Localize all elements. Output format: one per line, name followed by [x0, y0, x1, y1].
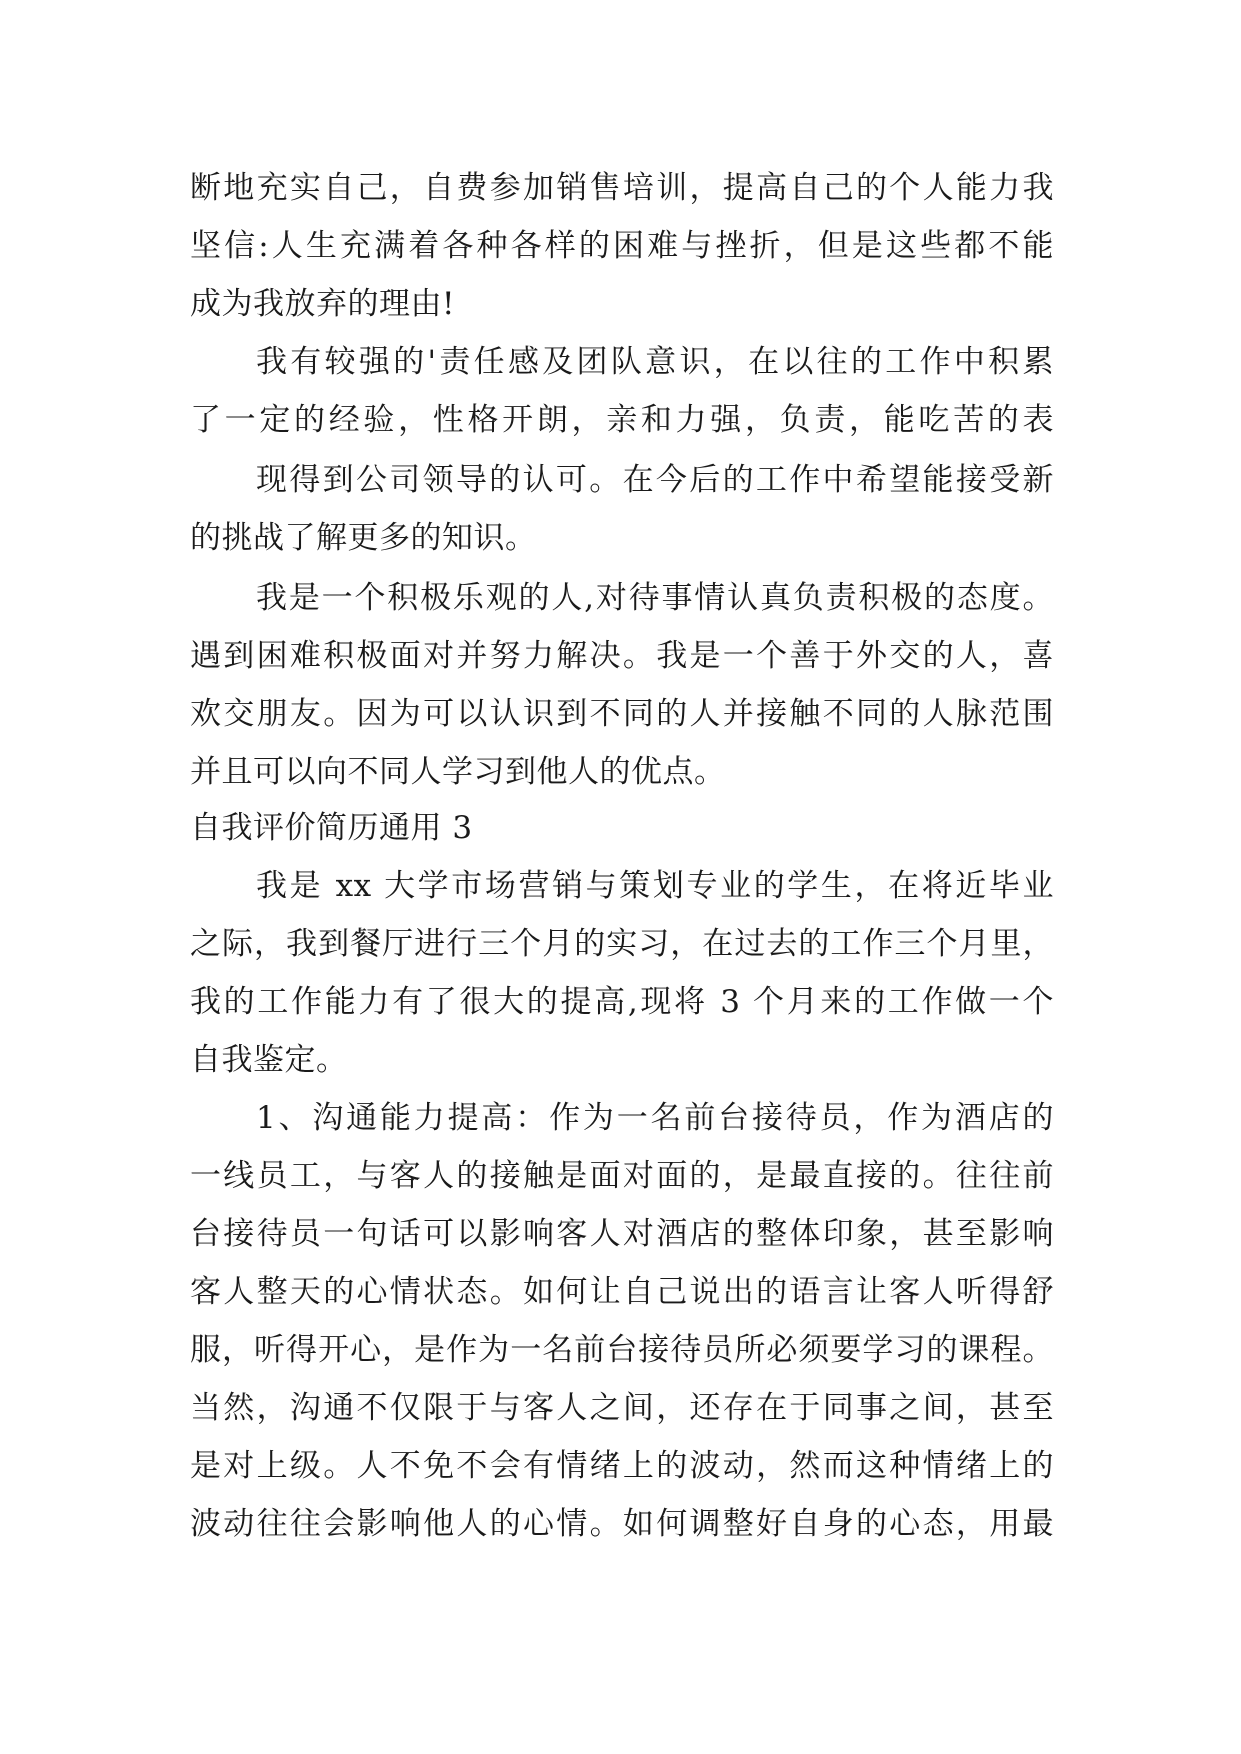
- text-line: 断地充实自己，自费参加销售培训，提高自己的个人能力我: [190, 170, 1054, 206]
- text-line: 台接待员一句话可以影响客人对酒店的整体印象，甚至影响: [190, 1216, 1054, 1252]
- text-line: 是对上级。人不免不会有情绪上的波动，然而这种情绪上的: [190, 1448, 1054, 1484]
- text-line: 遇到困难积极面对并努力解决。我是一个善于外交的人，喜: [190, 638, 1054, 674]
- text-line: 了一定的经验，性格开朗，亲和力强，负责，能吃苦的表: [190, 402, 1054, 438]
- paragraph-first-line: 我是一个积极乐观的人,对待事情认真负责积极的态度。: [256, 580, 1054, 616]
- paragraph-first-line: 1、沟通能力提高：作为一名前台接待员，作为酒店的: [256, 1100, 1054, 1136]
- text-line: 当然，沟通不仅限于与客人之间，还存在于同事之间，甚至: [190, 1390, 1054, 1426]
- text-line: 客人整天的心情状态。如何让自己说出的语言让客人听得舒: [190, 1274, 1054, 1310]
- text-line: 坚信:人生充满着各种各样的困难与挫折，但是这些都不能: [190, 228, 1054, 264]
- text-line: 自我鉴定。: [190, 1042, 348, 1078]
- text-line: 成为我放弃的理由!: [190, 286, 455, 322]
- paragraph-first-line: 现得到公司领导的认可。在今后的工作中希望能接受新: [256, 462, 1054, 498]
- text-line: 欢交朋友。因为可以认识到不同的人并接触不同的人脉范围: [190, 696, 1054, 732]
- text-line: 一线员工，与客人的接触是面对面的，是最直接的。往往前: [190, 1158, 1054, 1194]
- section-heading: 自我评价简历通用 3: [190, 810, 473, 846]
- text-line: 并且可以向不同人学习到他人的优点。: [190, 754, 726, 790]
- text-line: 服，听得开心，是作为一名前台接待员所必须要学习的课程。: [190, 1332, 1054, 1368]
- text-line: 波动往往会影响他人的心情。如何调整好自身的心态，用最: [190, 1506, 1054, 1542]
- text-line: 的挑战了解更多的知识。: [190, 520, 537, 556]
- paragraph-first-line: 我是 xx 大学市场营销与策划专业的学生，在将近毕业: [256, 868, 1054, 904]
- text-line: 之际，我到餐厅进行三个月的实习，在过去的工作三个月里，: [190, 926, 1054, 962]
- text-line: 我的工作能力有了很大的提高,现将 3 个月来的工作做一个: [190, 984, 1054, 1020]
- paragraph-first-line: 我有较强的'责任感及团队意识，在以往的工作中积累: [256, 344, 1054, 380]
